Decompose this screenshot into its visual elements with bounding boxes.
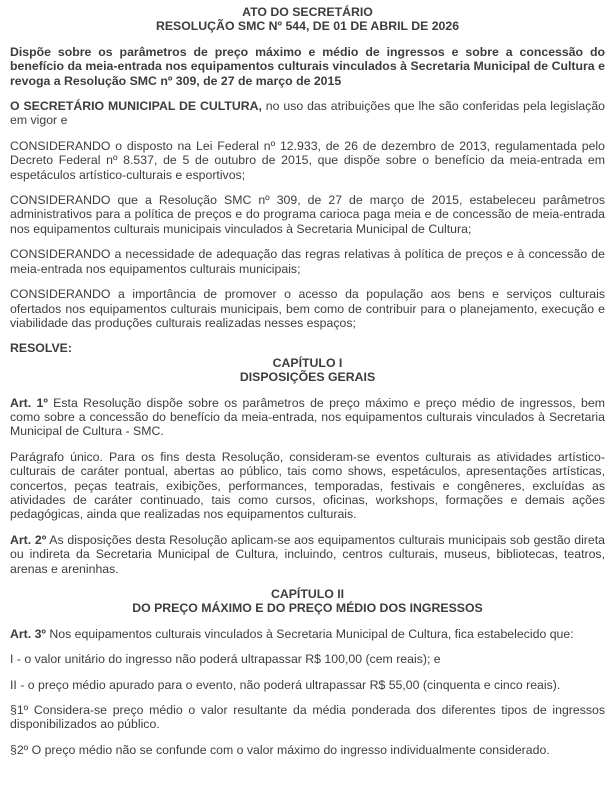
chapter-2-heading [10,587,605,616]
chapter-2-subtitle: DO PREÇO MÁXIMO E DO PREÇO MÉDIO DOS INGRESSOS [132,601,483,616]
ementa-summary: Dispõe sobre os parâmetros de preço máximo e médio de ingressos e sobre a concessão do benefício da meia-entrada nos equipamentos culturais vinculados à Secretaria Municipal de Cultura e revoga a Resolução SMC nº 309, de 27 de março de 2015 [10,44,605,88]
preamble-paragraph [10,99,605,128]
article-2 [10,533,605,576]
paragrafo-unico: Parágrafo único. Para os fins desta Resolução, consideram-se eventos culturais as atividades artístico-culturais de caráter pontual, abertas ao público, tais como shows, espetáculos, apresentações artísticas, concertos, peças teatrais, exibições, performances, temporadas, festivais e congêneres, excluídas as atividades de caráter continuado, tais como cursos, oficinas, workshops, formações e demais ações pedagógicas, ainda que realizadas nos equipamentos culturais. [10,449,605,522]
considerando-3: CONSIDERANDO a necessidade de adequação das regras relativas à política de preços e à concessão de meia-entrada nos equipamentos culturais municipais; [10,247,605,276]
article-3-paragraph-2: §2º O preço médio não se confunde com o valor máximo do ingresso individualmente considerado. [10,742,550,757]
article-3-item-2: II - o preço médio apurado para o evento, não poderá ultrapassar R$ 55,00 (cinquenta e cinco reais). [10,677,561,692]
document-title: ATO DO SECRETÁRIO [242,5,373,19]
chapter-1-heading [10,356,605,385]
preamble-lead: O SECRETÁRIO MUNICIPAL DE CULTURA, [10,99,262,114]
considerando-4: CONSIDERANDO a importância de promover o acesso da população aos bens e serviços culturais ofertados nos equipamentos culturais municipais, bem como de contribuir para o planejamento, execução e viabilidade das produções culturais realizadas nesses espaços; [10,287,605,330]
article-1-lead: Art. 1º [10,395,48,410]
resolve-label: RESOLVE: [10,341,72,356]
article-3-lead: Art. 3º [10,626,46,641]
article-3-item-1: I - o valor unitário do ingresso não poderá ultrapassar R$ 100,00 (cem reais); e [10,652,441,667]
article-2-lead: Art. 2º [10,532,47,547]
resolution-document [10,5,605,757]
considerando-2: CONSIDERANDO que a Resolução SMC nº 309, de 27 de março de 2015, estabeleceu parâmetros administrativos para a política de preços e do programa carioca paga meia e de concessão de meia-entrada nos equipamentos culturais municipais vinculados à Secretaria Municipal de Cultura; [10,193,605,236]
chapter-2-title: CAPÍTULO II [270,587,345,601]
article-2-text: As disposições desta Resolução aplicam-se aos equipamentos culturais municipais sob gestão direta ou indireta da Secretaria Municipal de Cultura, incluindo, centros culturais, museus, bibliotecas, teatros, arenas e areninhas. [10,532,605,576]
considerando-1: CONSIDERANDO o disposto na Lei Federal nº 12.933, de 26 de dezembro de 2013, regulamentada pelo Decreto Federal nº 8.537, de 5 de outubro de 2015, que dispõe sobre o benefício da meia-entrada em espetáculos artístico-culturais e esportivos; [10,138,605,182]
document-subtitle: RESOLUÇÃO SMC Nº 544, DE 01 DE ABRIL DE 2026 [155,19,460,34]
article-3-text: Nos equipamentos culturais vinculados à Secretaria Municipal de Cultura, fica estabelecido que: [45,626,574,641]
preamble-text: no uso das atribuições que lhe são conferidas pela legislação em vigor e [10,99,605,128]
article-1 [10,396,605,439]
document-header [10,5,605,34]
chapter-1-subtitle: DISPOSIÇÕES GERAIS [239,370,376,385]
article-1-text: Esta Resolução dispõe sobre os parâmetros de preço máximo e preço médio de ingressos, bem como sobre a concessão do benefício da meia-entrada, nos equipamentos culturais vinculados à Secretaria Municipal de Cultura - SMC. [10,395,605,439]
chapter-1-title: CAPÍTULO I [272,355,343,370]
article-3-paragraph-1: §1º Considera-se preço médio o valor resultante da média ponderada dos diferentes tipos de ingressos disponibilizados ao público. [10,703,605,732]
article-3 [10,627,605,641]
